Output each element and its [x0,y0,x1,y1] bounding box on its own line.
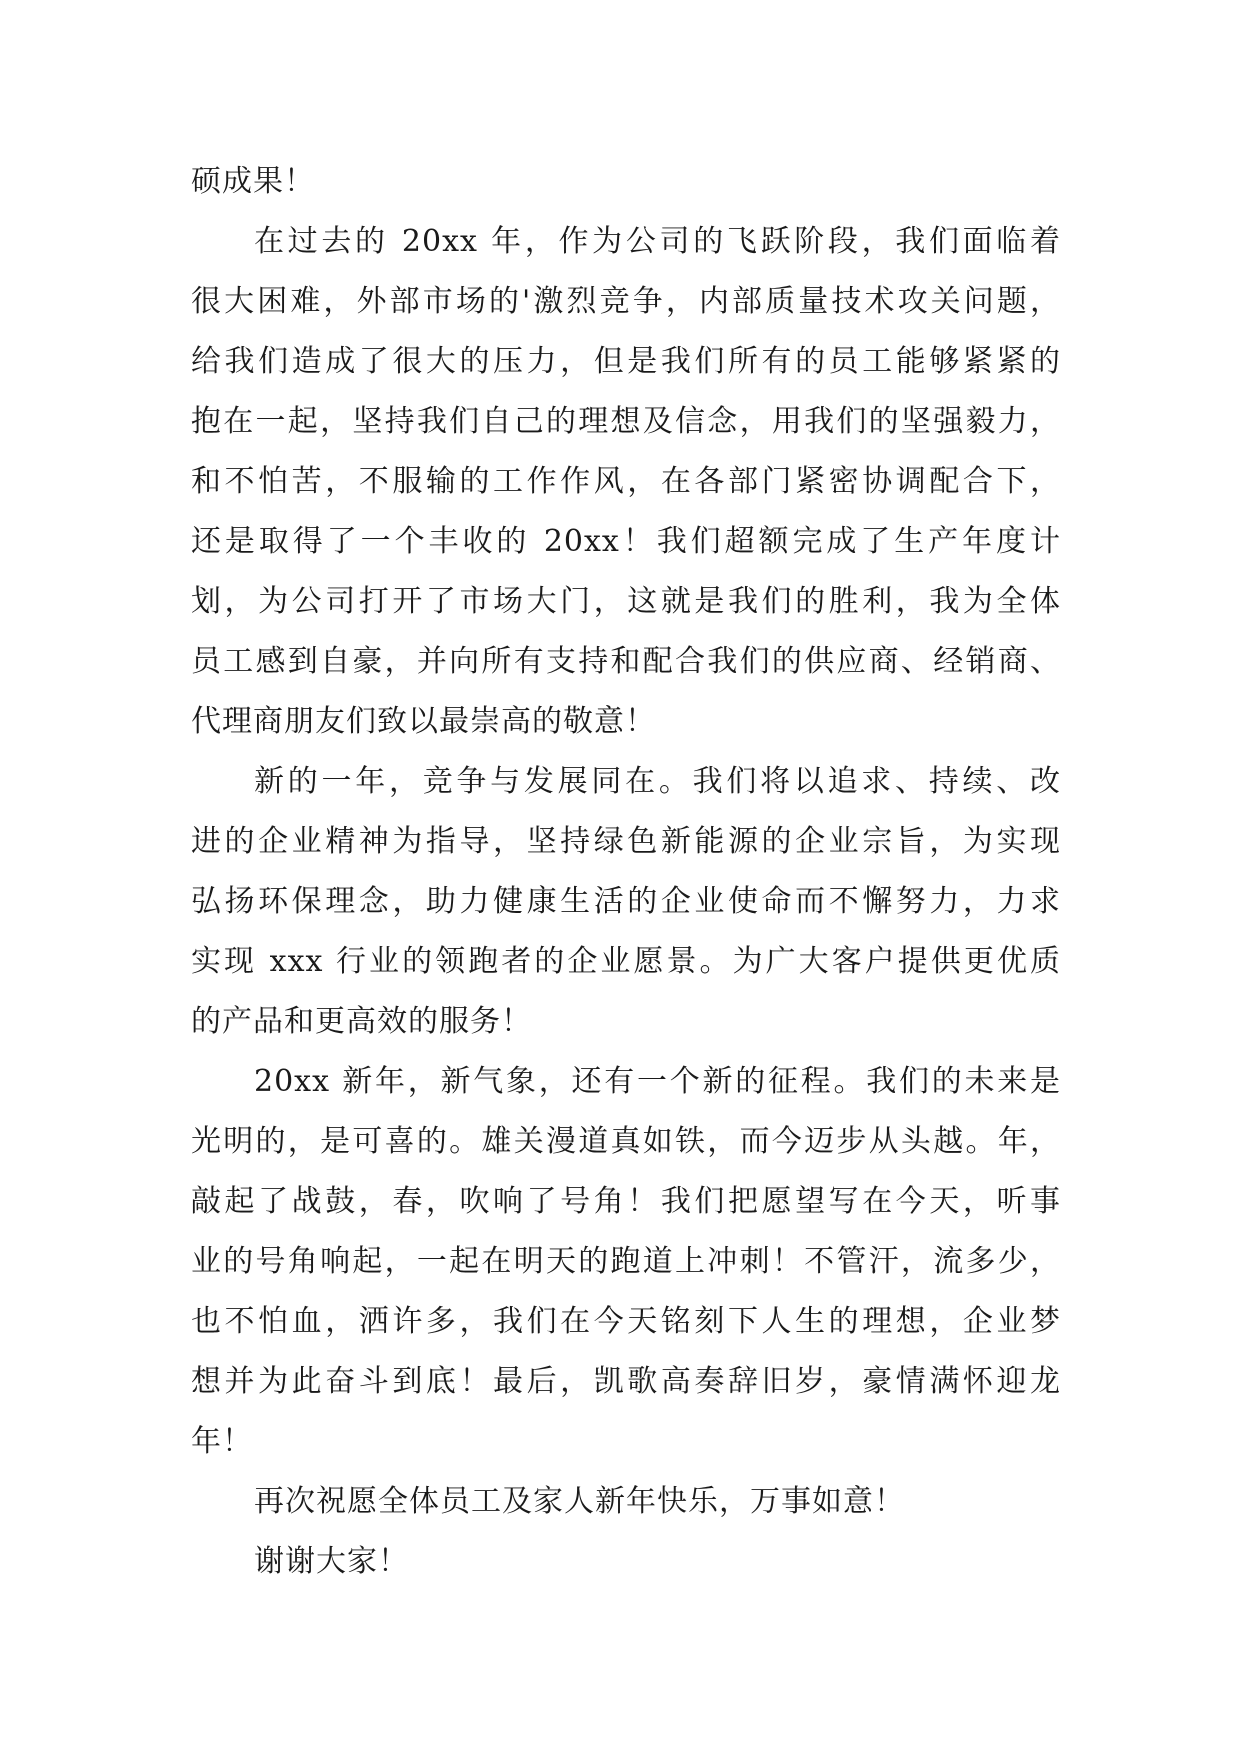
text-line: 还是取得了一个丰收的 20xx！我们超额完成了生产年度计 [191,524,1061,559]
text-line: 光明的，是可喜的。雄关漫道真如铁，而今迈步从头越。年， [191,1124,1061,1159]
text-line: 和不怕苦，不服输的工作作风，在各部门紧密协调配合下， [191,464,1061,499]
text-line: 代理商朋友们致以最崇高的敬意！ [191,704,656,739]
text-line: 业的号角响起，一起在明天的跑道上冲刺！不管汗，流多少， [191,1244,1061,1279]
text-line: 员工感到自豪，并向所有支持和配合我们的供应商、经销商、 [191,644,1061,679]
text-line: 很大困难，外部市场的'激烈竞争，内部质量技术攻关问题， [191,284,1061,319]
text-line: 硕成果！ [191,164,315,199]
text-line: 划，为公司打开了市场大门，这就是我们的胜利，我为全体 [191,584,1061,619]
text-line: 给我们造成了很大的压力，但是我们所有的员工能够紧紧的 [191,344,1061,379]
text-line: 实现 xxx 行业的领跑者的企业愿景。为广大客户提供更优质 [191,944,1061,979]
text-line: 年！ [191,1424,253,1459]
text-line: 抱在一起，坚持我们自己的理想及信念，用我们的坚强毅力， [191,404,1061,439]
text-line: 再次祝愿全体员工及家人新年快乐，万事如意！ [254,1484,905,1519]
text-line: 也不怕血，洒许多，我们在今天铭刻下人生的理想，企业梦 [191,1304,1061,1339]
text-line: 在过去的 20xx 年，作为公司的飞跃阶段，我们面临着 [254,224,1061,259]
text-line: 敲起了战鼓，春，吹响了号角！我们把愿望写在今天，听事 [191,1184,1061,1219]
text-line: 进的企业精神为指导，坚持绿色新能源的企业宗旨，为实现 [191,824,1061,859]
text-line: 想并为此奋斗到底！最后，凯歌高奏辞旧岁，豪情满怀迎龙 [191,1364,1061,1399]
text-line: 弘扬环保理念，助力健康生活的企业使命而不懈努力，力求 [191,884,1061,919]
document-body [191,152,1061,1592]
text-line: 新的一年，竞争与发展同在。我们将以追求、持续、改 [254,764,1061,799]
text-line: 的产品和更高效的服务！ [191,1004,532,1039]
text-line: 20xx 新年，新气象，还有一个新的征程。我们的未来是 [254,1064,1061,1099]
text-line: 谢谢大家！ [254,1544,409,1579]
